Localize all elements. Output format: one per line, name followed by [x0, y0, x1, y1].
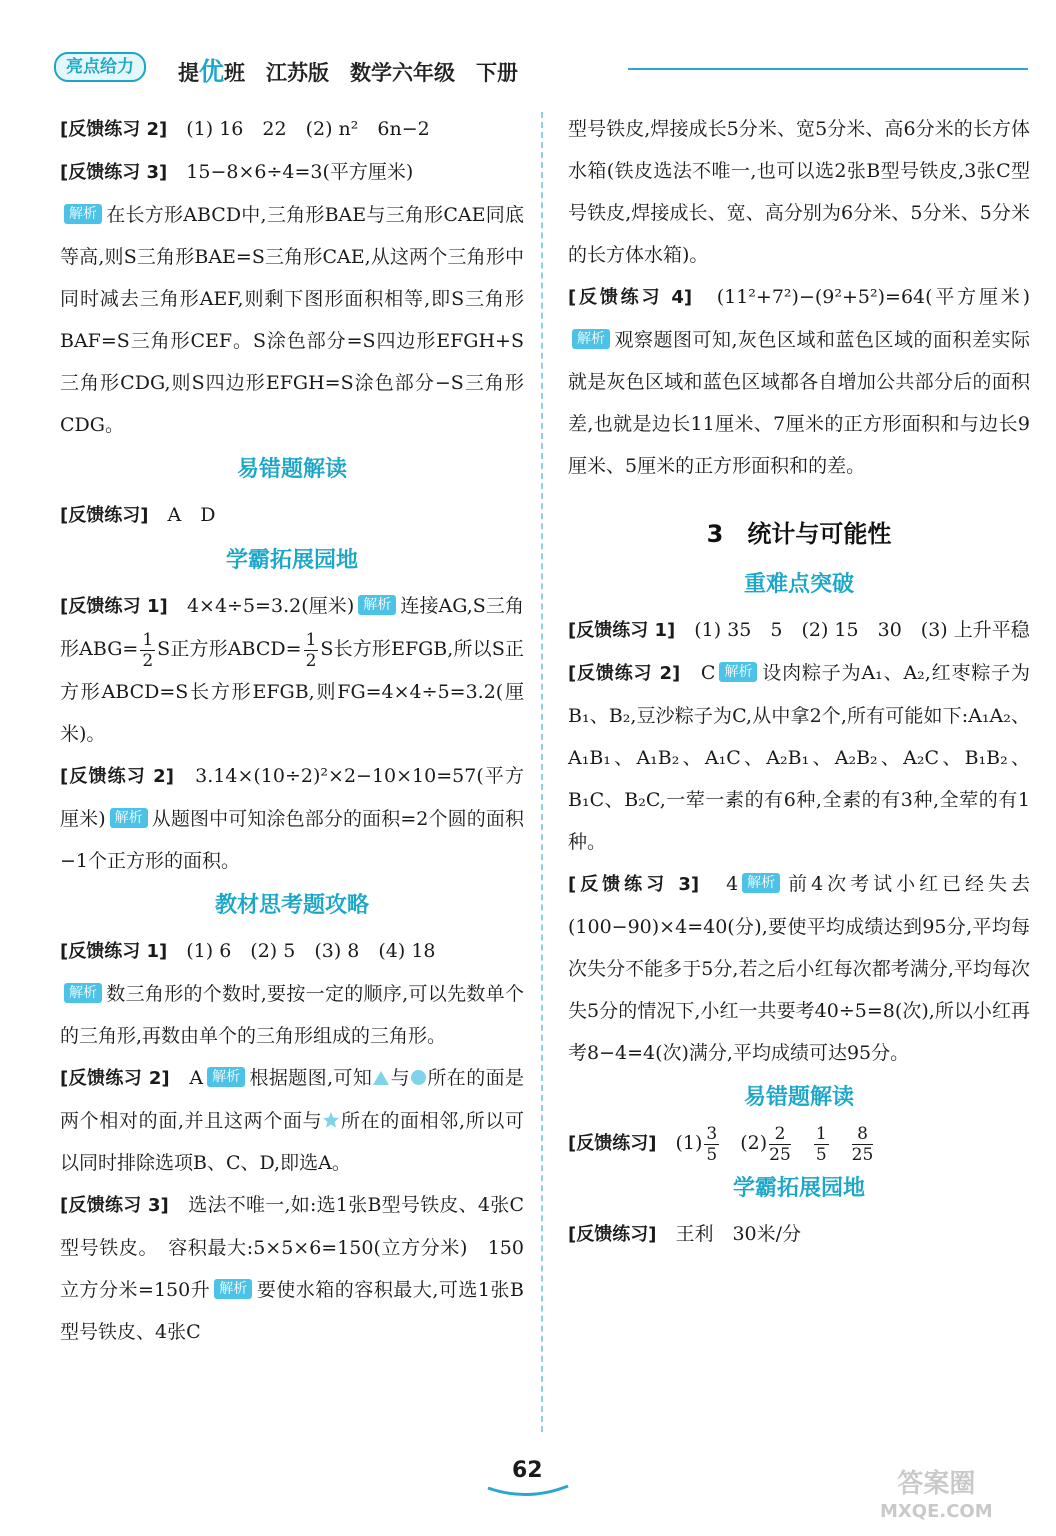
page-header [48, 48, 1028, 84]
star-icon [322, 1111, 340, 1129]
zhongnan1-answer: [反馈练习 1] (1) 35 5 (2) 15 30 (3) 上升平稳 [568, 619, 1030, 641]
analysis-badge: 解析 [572, 329, 610, 349]
section-xueba-right: 学霸拓展园地 [732, 1176, 865, 1201]
fraction: $\frac{1}{2}$ [142, 629, 154, 671]
fb2-answer: [反馈练习 2] (1) 16 22 (2) n² 6n−2 [60, 118, 430, 140]
xueba2-answer: [反馈练习 2] 3.14×(10÷2)²×2−10×10=57(平方厘米) 解析 从题图中可知涂色部分的面积=2个圆的面积−1个正方形的面积。 [60, 764, 524, 872]
analysis-badge: 解析 [64, 204, 102, 224]
analysis-badge: 解析 [214, 1279, 252, 1299]
xueba-right-answer: [反馈练习] 王利 30米/分 [568, 1223, 802, 1245]
xueba1-answer: [反馈练习 1] 4×4÷5=3.2(厘米) 解析 连接AG,S三角形ABG= $\frac{1}{2}$ S正方形ABCD= $\frac{1}{2}$ S长方形EFGB,所以S正方形ABCD=S长方形EFGB,则FG=4×4÷5=3.2(厘米)。 [60, 595, 525, 745]
zhongnan2-answer: [反馈练习 2] C 解析 设肉粽子为A₁、A₂,红枣粽子为B₁、B₂,豆沙粽子为C,从中拿2个,所有可能如下:A₁A₂、A₁B₁、A₁B₂、A₁C、A₂B₁、A₂B₂、A₂C、B₁B₂、B₁C、B₂C,一荤一素的有6种,全素的有3种,全荤的有1种。 [568, 662, 1030, 853]
jiaocai3-answer: [反馈练习 3] 选法不唯一,如:选1张B型号铁皮、4张C型号铁皮。 容积最大:5×5×6=150(立方分米) 150立方分米=150升 解析 要使水箱的容积最大,可选1张B型号铁皮、4张C [60, 1193, 524, 1343]
fb3-analysis: 解析 在长方形ABCD中,三角形BAE与三角形CAE同底等高,则S三角形BAE=S三角形CAE,从这两个三角形中同时减去三角形AEF,则剩下图形面积相等,即S三角形BAF=S三角形CEF。S涂色部分=S四边形EFGH+S三角形CDG,则S四边形EFGH=S涂色部分−S三角形CDG。 [60, 204, 524, 436]
analysis-badge: 解析 [358, 595, 396, 615]
section-zhongnan: 重难点突破 [743, 572, 854, 597]
column-divider [541, 112, 543, 1432]
page-swoosh-decoration [486, 1484, 570, 1500]
jiaocai3-continued: 型号铁皮,焊接成长5分米、宽5分米、高6分米的长方体水箱(铁皮选法不唯一,也可以选2张B型号铁皮,3张C型号铁皮,焊接成长、宽、高分别为6分米、5分米、5分米的长方体水箱)。 [568, 118, 1030, 266]
analysis-badge: 解析 [207, 1067, 245, 1087]
header-rule [628, 68, 1028, 70]
analysis-badge: 解析 [110, 808, 148, 828]
fraction: $\frac{8}{25}$ [851, 1123, 874, 1165]
right-column [568, 108, 1030, 1256]
section-jiaocai: 教材思考题攻略 [214, 892, 369, 918]
fb4-answer: [反馈练习 4] (11²+7²)−(9²+5²)=64(平方厘米)解析 观察题图可知,灰色区域和蓝色区域的面积差实际就是灰色区域和蓝色区域都各自增加公共部分后的面积差,也就是边长11厘米、7厘米的正方形面积和与边长9厘米、5厘米的正方形面积和的差。 [568, 286, 1030, 477]
left-column [60, 108, 524, 1353]
page-number: 62 [512, 1458, 543, 1483]
analysis-badge: 解析 [719, 662, 757, 682]
jiaocai1-answer: [反馈练习 1] (1) 6 (2) 5 (3) 8 (4) 18 [60, 939, 436, 962]
fraction: $\frac{1}{5}$ [815, 1123, 827, 1165]
yicuo-answer: [反馈练习] A D [60, 504, 216, 526]
book-title: 提优班 江苏版 数学六年级 下册 [178, 57, 519, 86]
jiaocai2-answer: [反馈练习 2] A 解析 根据题图,可知 与 所在的面是两个相对的面,并且这两个面与 所在的面相邻,所以可以同时排除选项B、C、D,即选A。 [60, 1066, 524, 1174]
chapter-title: 3 统计与可能性 [706, 520, 892, 548]
analysis-badge: 解析 [742, 873, 780, 893]
fraction: $\frac{1}{2}$ [305, 629, 317, 671]
brand-logo: 亮点给力 [54, 52, 146, 82]
circle-icon [410, 1069, 427, 1086]
section-yicuo-right: 易错题解读 [743, 1085, 854, 1110]
yicuo-right-answer: [反馈练习] (1) $\frac{3}{5}$ (2) $\frac{2}{25}$ $\frac{1}{5}$ $\frac{8}{25}$ [568, 1123, 874, 1165]
analysis-badge: 解析 [64, 983, 102, 1003]
watermark-logo: 答案圈 MXQE.COM [880, 1469, 993, 1522]
zhongnan3-answer: [反馈练习 3] 4 解析 前4次考试小红已经失去(100−90)×4=40(分),要使平均成绩达到95分,平均每次失分不能多于5分,若之后小红每次都考满分,平均每次失5分的情况下,小红一共要考40÷5=8(次),所以小红再考8−4=4(次)满分,平均成绩可达95分。 [568, 873, 1030, 1064]
section-yicuo: 易错题解读 [236, 457, 347, 482]
jiaocai1-analysis: 解析 数三角形的个数时,要按一定的顺序,可以先数单个的三角形,再数由单个的三角形组成的三角形。 [60, 982, 524, 1047]
fraction: $\frac{2}{25}$ [769, 1123, 791, 1165]
section-xueba: 学霸拓展园地 [225, 548, 358, 573]
fb3-answer: [反馈练习 3] 15−8×6÷4=3(平方厘米) [60, 161, 414, 183]
fraction: $\frac{3}{5}$ [706, 1123, 718, 1165]
triangle-icon [372, 1070, 390, 1086]
